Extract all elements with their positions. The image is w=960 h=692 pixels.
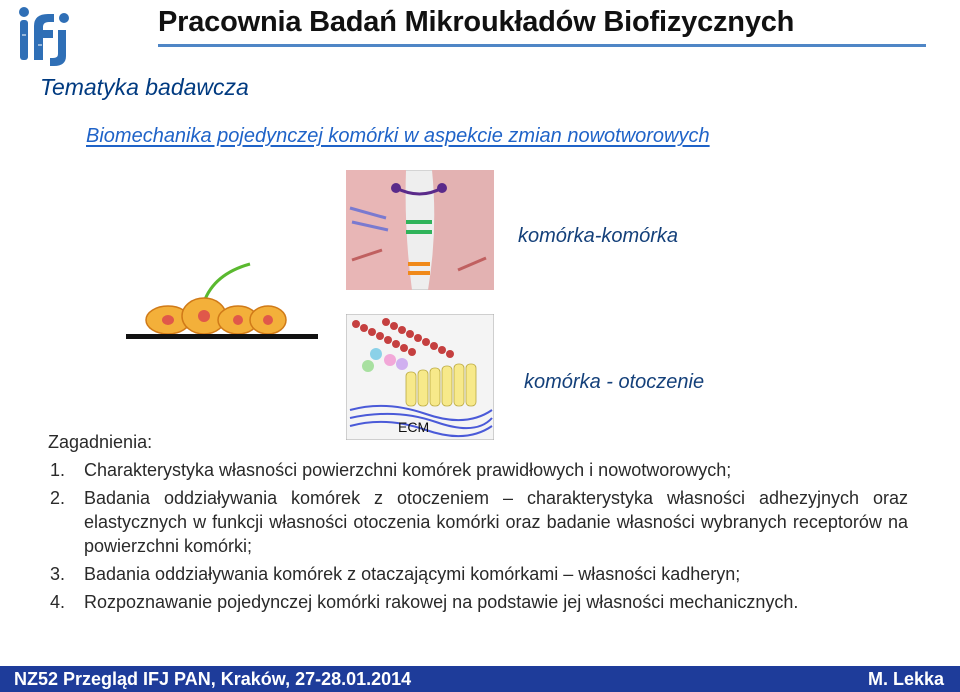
list-item-number: 3. bbox=[50, 564, 66, 584]
list-item-text: Badania oddziaływania komórek z otoczeniem – charakterystyka własności adhezyjnych oraz elastycznych w funkcji własności otoczenia komórki oraz badanie własności wybranych receptorów na powierzchni komórki; bbox=[84, 488, 908, 556]
footer-event: NZ52 Przegląd IFJ PAN, Kraków, 27-28.01.2014 bbox=[14, 669, 412, 689]
subtitle: Biomechanika pojedynczej komórki w aspekcie zmian nowotworowych bbox=[86, 125, 710, 147]
list-item bbox=[50, 562, 908, 586]
list-item-text: Rozpoznawanie pojedynczej komórki rakowej na podstawie jej własności mechanicznych. bbox=[84, 592, 799, 612]
list-item-number: 2. bbox=[50, 488, 66, 508]
list-item-number: 1. bbox=[50, 460, 66, 480]
cell-environment-label: komórka - otoczenie bbox=[524, 371, 705, 393]
topics-list bbox=[50, 458, 908, 618]
section-title: Tematyka badawcza bbox=[40, 74, 249, 100]
ifj-logo-icon bbox=[12, 4, 82, 66]
list-item bbox=[50, 590, 908, 614]
title-underline bbox=[158, 44, 926, 47]
topics-heading: Zagadnienia: bbox=[48, 432, 153, 452]
list-item bbox=[50, 458, 908, 482]
cell-cell-label: komórka-komórka bbox=[518, 225, 679, 247]
footer-bar bbox=[0, 666, 960, 692]
list-item bbox=[50, 486, 908, 558]
cell-ecm-illustration bbox=[346, 314, 494, 440]
list-item-text: Badania oddziaływania komórek z otaczającymi komórkami – własności kadheryn; bbox=[84, 564, 741, 584]
cell-cell-illustration bbox=[346, 170, 494, 290]
list-item-text: Charakterystyka własności powierzchni komórek prawidłowych i nowotworowych; bbox=[84, 460, 732, 480]
page-title: Pracownia Badań Mikroukładów Biofizycznych bbox=[158, 6, 795, 38]
list-item-number: 4. bbox=[50, 592, 66, 612]
footer-author: M. Lekka bbox=[867, 669, 944, 689]
ecm-label: ECM bbox=[398, 419, 430, 435]
cell-substrate-illustration bbox=[124, 254, 320, 340]
